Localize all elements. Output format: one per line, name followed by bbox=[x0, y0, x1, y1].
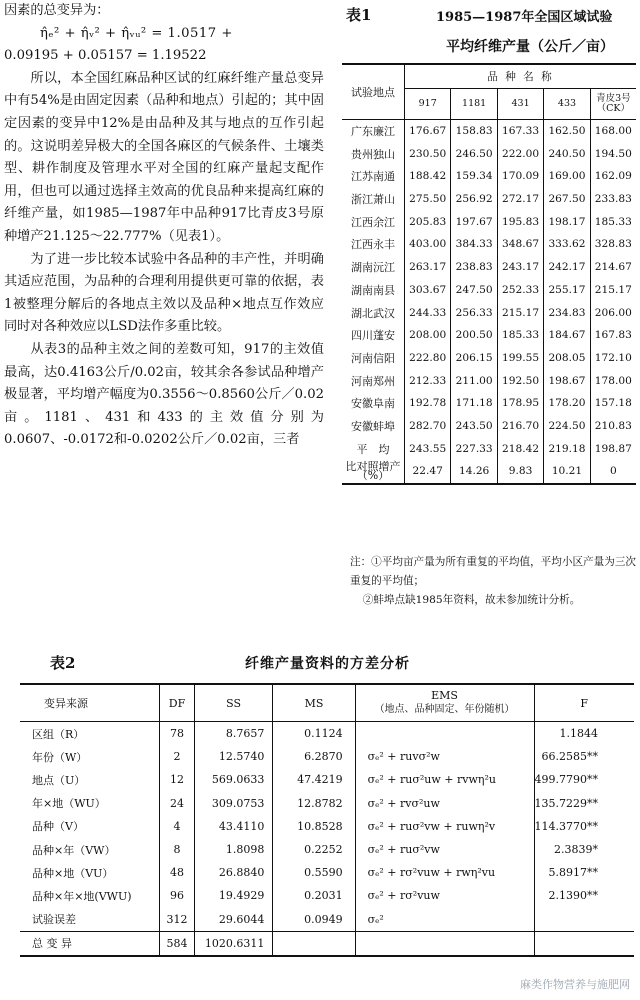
table2-row bbox=[20, 861, 634, 884]
table1-title: 1985—1987年全国区域试验 bbox=[436, 10, 613, 25]
table1-value-cell: 244.33 bbox=[405, 301, 451, 324]
table2-row bbox=[20, 768, 634, 791]
table2-ms-cell: 12.8782 bbox=[273, 792, 355, 815]
table1-site-cell: 安徽蚌埠 bbox=[351, 419, 395, 433]
table1-site-cell: 比对照增产（%） bbox=[342, 460, 405, 484]
table1-value-cell: 169.00 bbox=[544, 165, 590, 188]
table1-value-cell: 282.70 bbox=[405, 415, 451, 438]
table1-value-cell: 198.67 bbox=[544, 369, 590, 392]
table2-f-cell: 66.2585** bbox=[534, 745, 634, 768]
table1-col-header-ck-tag: （CK） bbox=[596, 102, 631, 114]
table2-col-header-df: DF bbox=[160, 684, 195, 722]
table1-value-cell: 167.33 bbox=[497, 119, 543, 142]
table2-row bbox=[20, 745, 634, 768]
table1-value-cell: 224.50 bbox=[544, 415, 590, 438]
table1-col-header: 917 bbox=[405, 88, 451, 119]
table1-value-cell: 176.67 bbox=[405, 119, 451, 142]
table2-ss-cell: 29.6044 bbox=[194, 908, 273, 932]
table1-value-cell: 208.05 bbox=[544, 347, 590, 370]
table2-ems-cell: σₑ² + ruσ²vw bbox=[355, 838, 534, 861]
table1-value-cell: 246.50 bbox=[451, 142, 497, 165]
table1-site-cell: 河南郑州 bbox=[351, 374, 395, 388]
table1-value-cell: 216.70 bbox=[497, 415, 543, 438]
table1-value-cell: 200.50 bbox=[451, 324, 497, 347]
table1-row bbox=[342, 188, 636, 211]
table2-col-header-ems bbox=[355, 684, 534, 722]
table1-row-header: 试验地点 bbox=[342, 64, 405, 119]
table2-col-header-source: 变异来源 bbox=[20, 684, 160, 722]
table1-value-cell: 178.20 bbox=[544, 392, 590, 415]
table1-site-cell: 广东廉江 bbox=[342, 119, 405, 142]
table2-f-cell: 2.3839* bbox=[534, 838, 634, 861]
table1-label: 表1 bbox=[346, 6, 372, 24]
table1-col-header: 1181 bbox=[451, 88, 497, 119]
table1-site-cell: 江苏南通 bbox=[351, 170, 395, 184]
table2-row bbox=[20, 884, 634, 907]
table2-f-cell bbox=[534, 931, 634, 956]
table1-value-cell: 198.87 bbox=[590, 437, 636, 460]
table1-site-cell: 湖南南县 bbox=[351, 283, 395, 297]
table1-value-cell: 157.18 bbox=[590, 392, 636, 415]
table2-header bbox=[0, 648, 640, 678]
table1-value-cell: 328.83 bbox=[590, 233, 636, 256]
table2-f-cell bbox=[534, 908, 634, 932]
table1-group-header: 品 种 名 称 bbox=[405, 64, 637, 88]
table1-value-cell: 234.83 bbox=[544, 301, 590, 324]
table1-row bbox=[342, 233, 636, 256]
table1-row bbox=[342, 437, 636, 460]
table2-ems-cell: σₑ² + ruvσ²w bbox=[355, 745, 534, 768]
table1-value-cell: 178.95 bbox=[497, 392, 543, 415]
table2-ms-cell: 0.1124 bbox=[273, 722, 355, 746]
table2-ss-cell: 1020.6311 bbox=[194, 931, 273, 956]
table2-df-cell: 8 bbox=[160, 838, 195, 861]
table1-col-header-ck-name: 青皮3号 bbox=[596, 92, 631, 104]
table2-f-cell: 114.3770** bbox=[534, 815, 634, 838]
table1-value-cell: 0 bbox=[590, 460, 636, 484]
table2-source-cell: 总 变 异 bbox=[20, 931, 160, 956]
table1-col-header: 433 bbox=[544, 88, 590, 119]
table1-site-cell: 江西永丰 bbox=[351, 238, 395, 252]
table2-ms-cell bbox=[273, 931, 355, 956]
table2-source-cell: 地点（U） bbox=[32, 773, 86, 787]
table1-value-cell: 240.50 bbox=[544, 142, 590, 165]
table2-ss-cell: 19.4929 bbox=[194, 884, 273, 907]
paragraph: 所以，本全国红麻品种区试的红麻纤维产量总变异中有54%是由固定因素（品种和地点）引起的；其中固定因素的变异中12%是由品种及其与地点的互作引起的。这说明差异极大的全国各麻区的气候条件、土壤类型、耕作制度及管理水平对全国的红麻产量起支配作用，但也可以通过选择主效高的优良品种来提高红麻的纤维产量，如1985—1987年中品种917比青皮3号原种增产21.125～22.777%（见表1）。 bbox=[4, 70, 324, 244]
table2-source-cell: 区组（R） bbox=[32, 727, 85, 741]
table1-value-cell: 256.92 bbox=[451, 188, 497, 211]
table1-value-cell: 205.83 bbox=[405, 210, 451, 233]
table2-title: 纤维产量资料的方差分析 bbox=[245, 656, 410, 672]
table2-col-header-ms: MS bbox=[273, 684, 355, 722]
table1-value-cell: 243.50 bbox=[451, 415, 497, 438]
paragraph: 从表3的品种主效之间的差数可知，917的主效值最高，达0.4163公斤/0.02亩，较其余各参试品种增产极显著，平均增产幅度为0.3556～0.8560公斤／0.02亩。1181、431和433的主效值分别为0.0607、-0.0172和-0.0202公斤／0.02亩，三者 bbox=[4, 341, 324, 448]
table1-value-cell: 211.00 bbox=[451, 369, 497, 392]
table1-row bbox=[342, 369, 636, 392]
table1-value-cell: 162.50 bbox=[544, 119, 590, 142]
formula-line: η̂ₑ² + η̂ᵥ² + η̂ᵥᵤ² = 1.0517 + bbox=[40, 25, 233, 41]
table1-value-cell: 243.55 bbox=[405, 437, 451, 460]
table1-row bbox=[342, 142, 636, 165]
table1-value-cell: 333.62 bbox=[544, 233, 590, 256]
table2-ms-cell: 10.8528 bbox=[273, 815, 355, 838]
table1-value-cell: 172.10 bbox=[590, 347, 636, 370]
table1-value-cell: 303.67 bbox=[405, 279, 451, 302]
table1-site-cell: 湖北武汉 bbox=[351, 306, 395, 320]
table1-row bbox=[342, 301, 636, 324]
table1-site-cell: 河南信阳 bbox=[351, 351, 395, 365]
table1-value-cell: 222.80 bbox=[405, 347, 451, 370]
table1-value-cell: 10.21 bbox=[544, 460, 590, 484]
table1-value-cell: 215.17 bbox=[590, 279, 636, 302]
table1-row bbox=[342, 324, 636, 347]
table2-ms-cell: 0.5590 bbox=[273, 861, 355, 884]
table1-value-cell: 215.17 bbox=[497, 301, 543, 324]
table1-subtitle: 平均纤维产量（公斤／亩） bbox=[446, 39, 614, 55]
table1-value-cell: 222.00 bbox=[497, 142, 543, 165]
table1-value-cell: 218.42 bbox=[497, 437, 543, 460]
table1-value-cell: 206.15 bbox=[451, 347, 497, 370]
table2 bbox=[20, 683, 634, 957]
table1-value-cell: 188.42 bbox=[405, 165, 451, 188]
table1-value-cell: 212.33 bbox=[405, 369, 451, 392]
table2-ems-cell: σₑ² + rσ²vuw bbox=[355, 884, 534, 907]
table1-site-cell: 安徽阜南 bbox=[351, 397, 395, 411]
table2-ems-cell bbox=[355, 722, 534, 746]
table1-value-cell: 168.00 bbox=[590, 119, 636, 142]
table2-row bbox=[20, 722, 634, 746]
table1-value-cell: 403.00 bbox=[405, 233, 451, 256]
table1-row bbox=[342, 392, 636, 415]
table2-source-cell: 品种（V） bbox=[32, 820, 84, 834]
table1-value-cell: 195.83 bbox=[497, 210, 543, 233]
table1-value-cell: 185.33 bbox=[590, 210, 636, 233]
table1-value-cell: 238.83 bbox=[451, 256, 497, 279]
table1-value-cell: 159.34 bbox=[451, 165, 497, 188]
table2-ems-cell: σₑ² bbox=[355, 908, 534, 932]
formula-line: 0.09195 + 0.05157 = 1.19522 bbox=[4, 48, 207, 64]
table1-site-cell: 江西余江 bbox=[351, 215, 395, 229]
table2-f-cell: 5.8917** bbox=[534, 861, 634, 884]
table1-value-cell: 192.50 bbox=[497, 369, 543, 392]
table2-f-cell: 135.7229** bbox=[534, 792, 634, 815]
table1-col-header: 431 bbox=[497, 88, 543, 119]
table1-value-cell: 178.00 bbox=[590, 369, 636, 392]
table1-value-cell: 167.83 bbox=[590, 324, 636, 347]
table1-value-cell: 227.33 bbox=[451, 437, 497, 460]
table2-df-cell: 12 bbox=[160, 768, 195, 791]
table1-site-cell: 湖南沅江 bbox=[351, 261, 395, 275]
table1-value-cell: 256.33 bbox=[451, 301, 497, 324]
table2-f-cell: 2.1390** bbox=[534, 884, 634, 907]
table2-source-cell: 年份（W） bbox=[32, 750, 88, 764]
table1-col-header bbox=[590, 88, 636, 119]
table2-ms-cell: 6.2870 bbox=[273, 745, 355, 768]
table2-df-cell: 78 bbox=[160, 722, 195, 746]
table1-value-cell: 14.26 bbox=[451, 460, 497, 484]
table1-value-cell: 184.67 bbox=[544, 324, 590, 347]
table2-ems-cell: σₑ² + rvσ²uw bbox=[355, 792, 534, 815]
table1-value-cell: 255.17 bbox=[544, 279, 590, 302]
table2-source-cell: 品种×年（VW） bbox=[32, 843, 116, 857]
table1-site-cell: 浙江萧山 bbox=[351, 193, 395, 207]
body-text-column bbox=[0, 0, 330, 625]
table2-col-header-ss: SS bbox=[194, 684, 273, 722]
table1-note: 注：①平均亩产量为所有重复的平均值，平均小区产量为三次重复的平均值； bbox=[350, 556, 637, 587]
table1-value-cell: 185.33 bbox=[497, 324, 543, 347]
table2-ems-cell: σₑ² + rσ²vuw + rwη²vu bbox=[355, 861, 534, 884]
table1-value-cell: 9.83 bbox=[497, 460, 543, 484]
table1 bbox=[342, 63, 636, 485]
table1-row bbox=[342, 165, 636, 188]
table1-value-cell: 22.47 bbox=[405, 460, 451, 484]
table2-ms-cell: 0.2252 bbox=[273, 838, 355, 861]
table1-value-cell: 272.17 bbox=[497, 188, 543, 211]
table2-source-cell: 品种×年×地(VWU) bbox=[32, 889, 132, 903]
table1-row bbox=[342, 279, 636, 302]
table2-row bbox=[20, 815, 634, 838]
table1-site-cell: 平 均 bbox=[356, 442, 390, 456]
paragraph: 为了进一步比较本试验中各品种的丰产性，并明确其适应范围，为品种的合理利用提供更可靠的依据，表1被整理分解后的各地点主效以及品种×地点互作效应同时对各种效应以LSD法作多重比较。 bbox=[4, 251, 324, 335]
table2-label: 表2 bbox=[50, 654, 76, 672]
table1-value-cell: 243.17 bbox=[497, 256, 543, 279]
table2-df-cell: 24 bbox=[160, 792, 195, 815]
table1-value-cell: 198.17 bbox=[544, 210, 590, 233]
table1-row bbox=[342, 256, 636, 279]
table1-row bbox=[342, 415, 636, 438]
table1-value-cell: 230.50 bbox=[405, 142, 451, 165]
table2-ems-label: EMS bbox=[431, 689, 458, 702]
table1-value-cell: 197.67 bbox=[451, 210, 497, 233]
table2-ss-cell: 26.8840 bbox=[194, 861, 273, 884]
table2-ss-cell: 8.7657 bbox=[194, 722, 273, 746]
table1-notes bbox=[350, 553, 640, 610]
table1-value-cell: 348.67 bbox=[497, 233, 543, 256]
table2-col-header-f: F bbox=[534, 684, 634, 722]
table2-f-cell: 1.1844 bbox=[534, 722, 634, 746]
table1-value-cell: 210.83 bbox=[590, 415, 636, 438]
table1-site-cell: 四川蓬安 bbox=[351, 329, 395, 343]
table1-value-cell: 384.33 bbox=[451, 233, 497, 256]
table2-row bbox=[20, 908, 634, 932]
table1-row bbox=[342, 347, 636, 370]
table2-source-cell: 年×地（WU） bbox=[32, 797, 106, 811]
table1-note: ②蚌埠点缺1985年资料，故未参加统计分析。 bbox=[362, 594, 581, 606]
table2-ss-cell: 569.0633 bbox=[194, 768, 273, 791]
table1-value-cell: 170.09 bbox=[497, 165, 543, 188]
table2-f-cell: 499.7790** bbox=[534, 768, 634, 791]
table1-value-cell: 275.50 bbox=[405, 188, 451, 211]
table2-df-cell: 96 bbox=[160, 884, 195, 907]
table1-value-cell: 242.17 bbox=[544, 256, 590, 279]
table1-value-cell: 267.50 bbox=[544, 188, 590, 211]
table2-ms-cell: 0.2031 bbox=[273, 884, 355, 907]
table2-ems-note: （地点、品种固定、年份随机） bbox=[374, 704, 515, 715]
table1-value-cell: 219.18 bbox=[544, 437, 590, 460]
table1-value-cell: 171.18 bbox=[451, 392, 497, 415]
table2-df-cell: 312 bbox=[160, 908, 195, 932]
table2-ms-cell: 47.4219 bbox=[273, 768, 355, 791]
table2-df-cell: 48 bbox=[160, 861, 195, 884]
table2-source-cell: 品种×地（VU） bbox=[32, 866, 114, 880]
table1-row bbox=[342, 119, 636, 142]
table1-row bbox=[342, 460, 636, 484]
table2-ss-cell: 12.5740 bbox=[194, 745, 273, 768]
table2-df-cell: 2 bbox=[160, 745, 195, 768]
watermark: 麻类作物营养与施肥网 bbox=[520, 978, 630, 991]
table2-ms-cell: 0.0949 bbox=[273, 908, 355, 932]
table1-value-cell: 192.78 bbox=[405, 392, 451, 415]
table2-row bbox=[20, 792, 634, 815]
table1-value-cell: 206.00 bbox=[590, 301, 636, 324]
table1-row bbox=[342, 210, 636, 233]
table2-ss-cell: 309.0753 bbox=[194, 792, 273, 815]
table2-row bbox=[20, 838, 634, 861]
table2-ems-cell: σₑ² + ruσ²vw + ruwη²v bbox=[355, 815, 534, 838]
table1-value-cell: 252.33 bbox=[497, 279, 543, 302]
table1-value-cell: 247.50 bbox=[451, 279, 497, 302]
table2-ss-cell: 1.8098 bbox=[194, 838, 273, 861]
table1-value-cell: 263.17 bbox=[405, 256, 451, 279]
table1-site-cell: 贵州独山 bbox=[351, 147, 395, 161]
table1-value-cell: 158.83 bbox=[451, 119, 497, 142]
table2-row bbox=[20, 931, 634, 956]
text-line: 因素的总变异为： bbox=[4, 3, 110, 18]
table2-df-cell: 584 bbox=[160, 931, 195, 956]
table2-ems-cell: σₑ² + ruσ²uw + rvwη²u bbox=[355, 768, 534, 791]
table1-value-cell: 194.50 bbox=[590, 142, 636, 165]
table1-value-cell: 214.67 bbox=[590, 256, 636, 279]
table2-ss-cell: 43.4110 bbox=[194, 815, 273, 838]
table2-ems-cell bbox=[355, 931, 534, 956]
table1-value-cell: 208.00 bbox=[405, 324, 451, 347]
table1-value-cell: 233.83 bbox=[590, 188, 636, 211]
table1-value-cell: 199.55 bbox=[497, 347, 543, 370]
table2-source-cell: 试验误差 bbox=[32, 913, 76, 927]
table2-df-cell: 4 bbox=[160, 815, 195, 838]
table1-value-cell: 162.09 bbox=[590, 165, 636, 188]
